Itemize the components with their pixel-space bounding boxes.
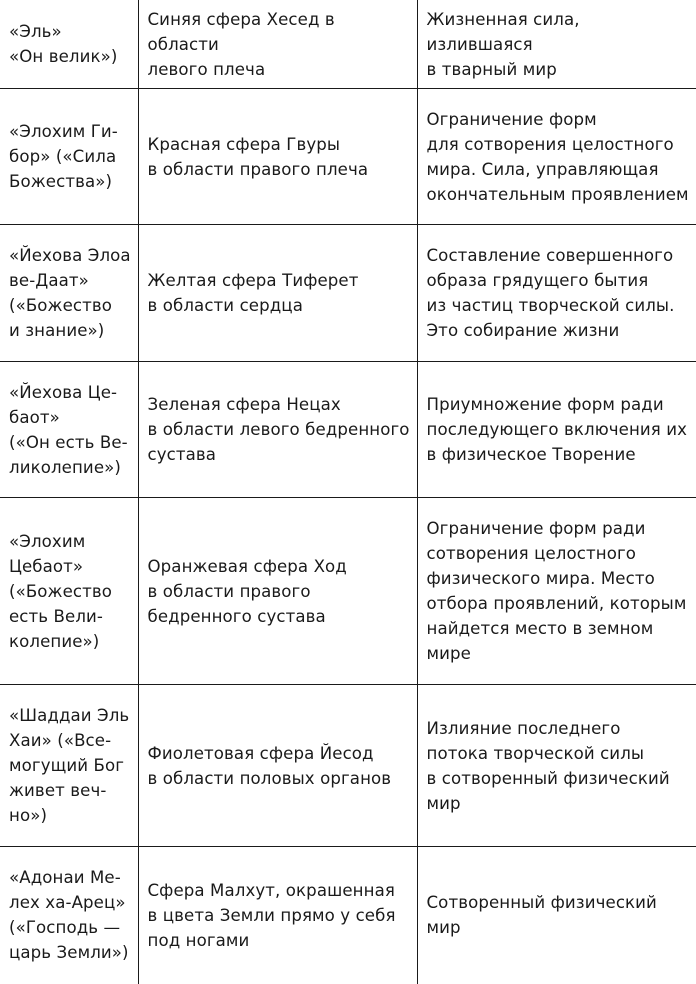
divine-name-cell: «Шаддаи Эль Хаи» («Все- могущий Бог живет веч- но») [0,685,138,847]
sphere-cell: Красная сфера Гвуры в области правого плеча [138,89,417,225]
sphere-cell: Фиолетовая сфера Йесод в области половых органов [138,685,417,847]
meaning-cell: Излияние последнего потока творческой силы в сотворенный физический мир [417,685,696,847]
meaning-cell: Приумножение форм ради последующего включения их в физическое Творение [417,362,696,498]
table-row [0,225,696,362]
divine-name-cell: «Элохим Ги- бор» («Сила Божества») [0,89,138,225]
table-row [0,362,696,498]
divine-name-cell: «Йехова Элоа ве-Даат» («Божество и знание») [0,225,138,362]
sphere-cell: Зеленая сфера Нецах в области левого бедренного сустава [138,362,417,498]
sphere-cell: Синяя сфера Хесед в области левого плеча [138,0,417,89]
table-row [0,498,696,685]
divine-name-cell: «Элохим Цебаот» («Божество есть Вели- колепие») [0,498,138,685]
sphere-cell: Сфера Малхут, окрашенная в цвета Земли прямо у себя под ногами [138,847,417,984]
table-row [0,685,696,847]
sphere-cell: Оранжевая сфера Ход в области правого бедренного сустава [138,498,417,685]
table-row [0,847,696,984]
meaning-cell: Ограничение форм ради сотворения целостного физического мира. Место отбора проявлений, которым найдется место в земном мире [417,498,696,685]
meaning-cell: Ограничение форм для сотворения целостного мира. Сила, управляющая окончательным проявлением [417,89,696,225]
divine-name-cell: «Йехова Це- баот» («Он есть Ве- ликолепие») [0,362,138,498]
divine-name-cell: «Адонаи Ме- лех ха-Арец» («Господь — царь Земли») [0,847,138,984]
meaning-cell: Сотворенный физический мир [417,847,696,984]
table-row [0,89,696,225]
divine-name-cell: «Эль» «Он велик») [0,0,138,89]
table-row [0,0,696,89]
meaning-cell: Жизненная сила, излившаяся в тварный мир [417,0,696,89]
meaning-cell: Составление совершенного образа грядущего бытия из частиц творческой силы. Это собирание жизни [417,225,696,362]
sphere-cell: Желтая сфера Тиферет в области сердца [138,225,417,362]
